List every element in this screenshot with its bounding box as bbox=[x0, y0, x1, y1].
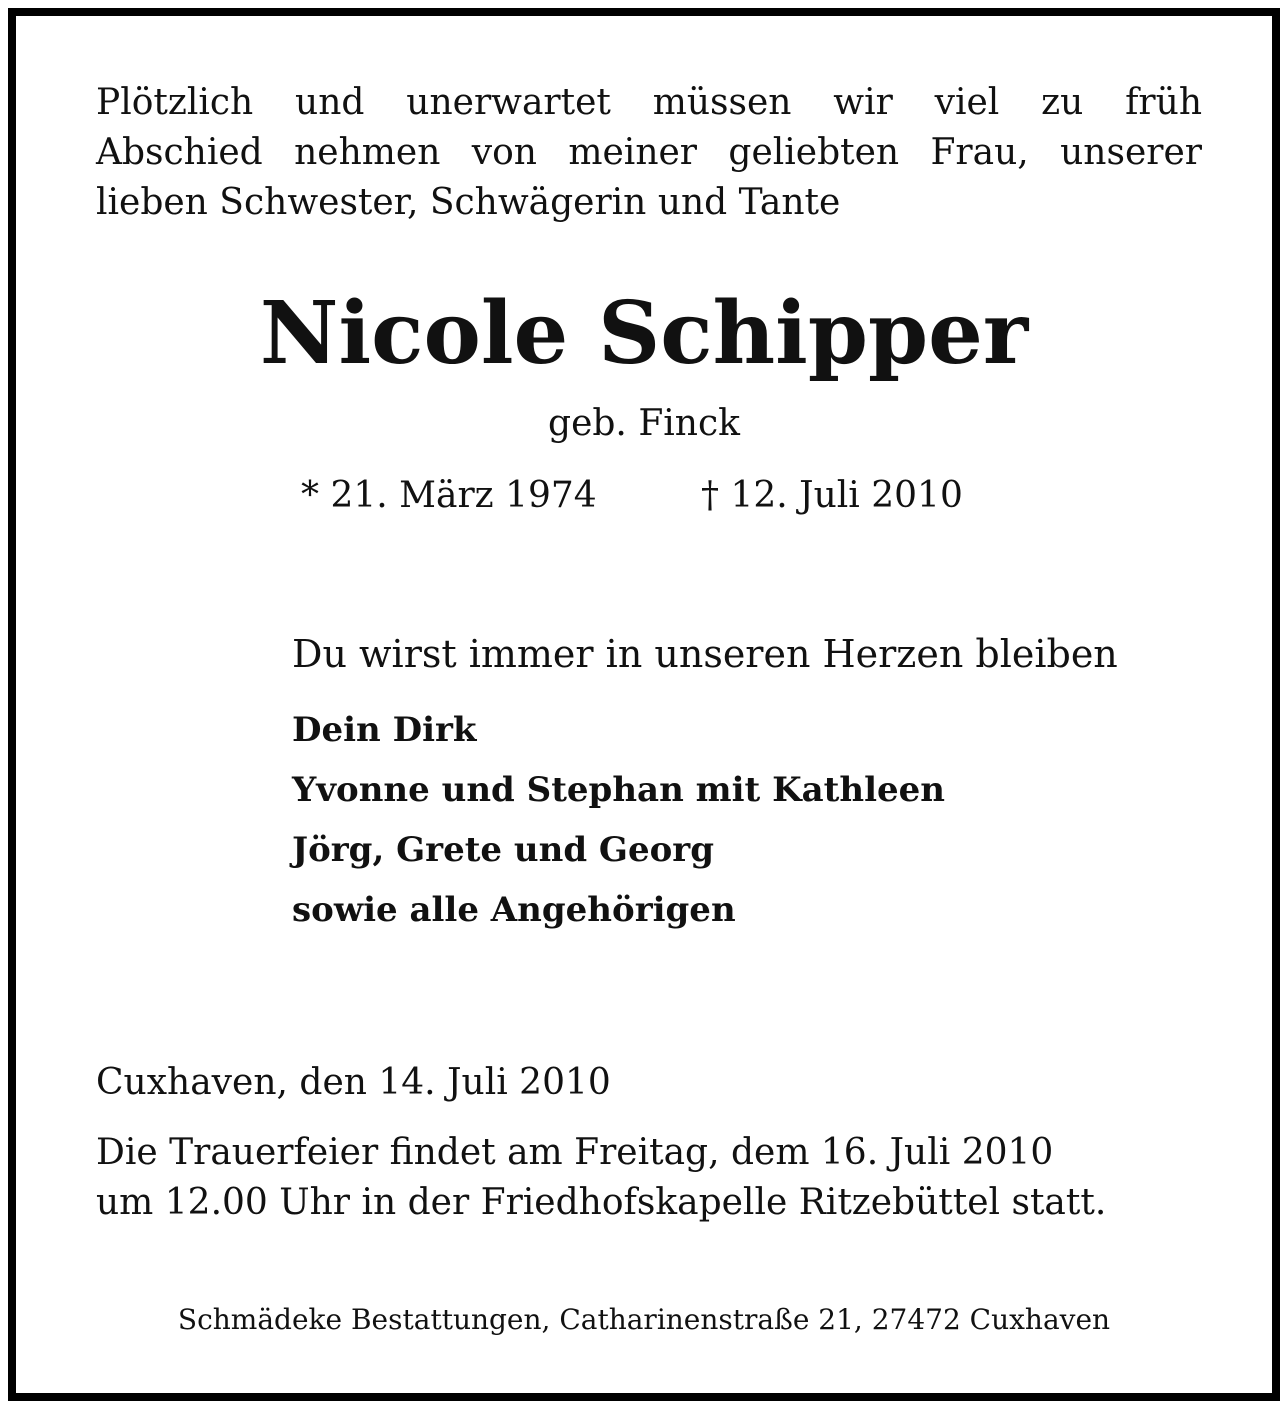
signer: sowie alle Angehörigen bbox=[292, 890, 736, 930]
intro-line: lieben Schwester, Schwägerin und Tante bbox=[96, 182, 841, 223]
funeral-home: Schmädeke Bestattungen, Catharinenstraße 21, 27472 Cuxhaven bbox=[177, 1303, 1111, 1336]
deceased-name: Nicole Schipper bbox=[259, 283, 1029, 384]
intro-paragraph bbox=[96, 78, 1202, 228]
death-date: † 12. Juli 2010 bbox=[701, 475, 963, 516]
signer: Yvonne und Stephan mit Kathleen bbox=[292, 770, 945, 810]
maiden-name: geb. Finck bbox=[548, 403, 740, 444]
motto: Du wirst immer in unseren Herzen bleiben bbox=[292, 632, 1118, 676]
service-line: Die Trauerfeier findet am Freitag, dem 16. Juli 2010 bbox=[96, 1132, 1054, 1173]
place-date: Cuxhaven, den 14. Juli 2010 bbox=[96, 1062, 611, 1103]
birth-date: * 21. März 1974 bbox=[301, 475, 597, 516]
signers-list bbox=[292, 700, 945, 940]
intro-line: Abschied nehmen von meiner geliebten Frau, unserer bbox=[96, 132, 1202, 173]
intro-line: Plötzlich und unerwartet müssen wir viel zu früh bbox=[96, 82, 1202, 123]
signer: Jörg, Grete und Georg bbox=[292, 830, 714, 870]
signer: Dein Dirk bbox=[292, 710, 477, 750]
obituary-notice bbox=[8, 8, 1280, 1401]
service-line: um 12.00 Uhr in der Friedhofskapelle Ritzebüttel statt. bbox=[96, 1182, 1107, 1223]
service-announcement bbox=[96, 1128, 1106, 1228]
